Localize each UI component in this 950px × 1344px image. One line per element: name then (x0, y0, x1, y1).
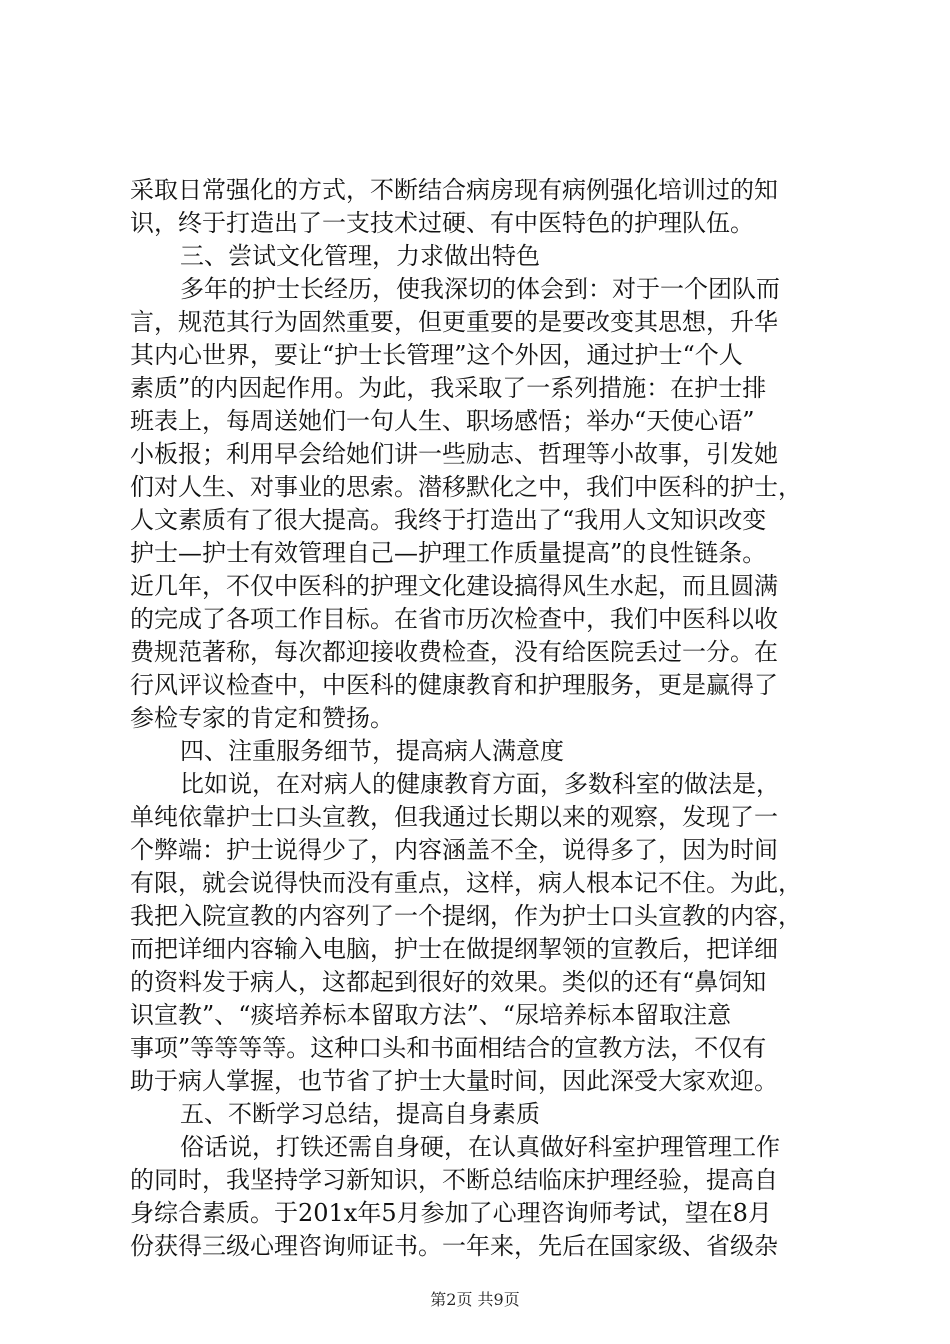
body-text-line: 我把入院宣教的内容列了一个提纲，作为护士口头宣教的内容， (130, 902, 802, 930)
body-text-line: 护士—护士有效管理自己—护理工作质量提高”的良性链条。 (130, 539, 767, 567)
body-text-line: 多年的护士长经历，使我深切的体会到：对于一个团队而 (180, 275, 780, 303)
body-text-line: 行风评议检查中，中医科的健康教育和护理服务，更是赢得了 (130, 671, 778, 699)
section-heading-4: 四、注重服务细节，提高病人满意度 (180, 737, 564, 765)
body-text-line: 其内心世界，要让“护士长管理”这个外因，通过护士“个人 (130, 341, 743, 369)
body-text-line: 个弊端：护士说得少了，内容涵盖不全，说得多了，因为时间 (130, 836, 778, 864)
body-text-line: 俗话说，打铁还需自身硬，在认真做好科室护理管理工作 (180, 1133, 780, 1161)
body-text-line: 素质”的内因起作用。为此，我采取了一系列措施：在护士排 (130, 374, 767, 402)
page-number-footer: 第2页 共9页 (430, 1290, 520, 1309)
body-text-line: 而把详细内容输入电脑，护士在做提纲挈领的宣教后，把详细 (130, 935, 778, 963)
body-text-line: 费规范著称，每次都迎接收费检查，没有给医院丢过一分。在 (130, 638, 778, 666)
section-heading-5: 五、不断学习总结，提高自身素质 (180, 1100, 540, 1128)
body-text-line: 近几年，不仅中医科的护理文化建设搞得风生水起，而且圆满 (130, 572, 778, 600)
body-text-line: 的资料发于病人，这都起到很好的效果。类似的还有“鼻饲知 (130, 968, 767, 996)
body-text-line: 份获得三级心理咨询师证书。一年来，先后在国家级、省级杂 (130, 1232, 778, 1260)
body-text-line: 的同时，我坚持学习新知识，不断总结临床护理经验，提高自 (130, 1166, 778, 1194)
body-text-line: 人文素质有了很大提高。我终于打造出了“我用人文知识改变 (130, 506, 767, 534)
body-text-line: 参检专家的肯定和赞扬。 (130, 704, 394, 732)
body-text-line: 的完成了各项工作目标。在省市历次检查中，我们中医科以收 (130, 605, 778, 633)
body-text-line: 言，规范其行为固然重要，但更重要的是要改变其思想，升华 (130, 308, 778, 336)
body-text-line: 身综合素质。于201x年5月参加了心理咨询师考试，望在8月 (130, 1199, 772, 1227)
section-heading-3: 三、尝试文化管理，力求做出特色 (180, 242, 540, 270)
body-text-line: 有限，就会说得快而没有重点，这样，病人根本记不住。为此， (130, 869, 802, 897)
body-text-line: 小板报；利用早会给她们讲一些励志、哲理等小故事，引发她 (130, 440, 778, 468)
body-text-line: 采取日常强化的方式，不断结合病房现有病例强化培训过的知 (130, 176, 778, 204)
body-text-line: 班表上，每周送她们一句人生、职场感悟；举办“天使心语” (130, 407, 755, 435)
body-text-line: 单纯依靠护士口头宣教，但我通过长期以来的观察，发现了一 (130, 803, 778, 831)
body-text-line: 助于病人掌握，也节省了护士大量时间，因此深受大家欢迎。 (130, 1067, 778, 1095)
body-text-line: 识，终于打造出了一支技术过硬、有中医特色的护理队伍。 (130, 209, 754, 237)
body-text-line: 识宣教”、“痰培养标本留取方法”、“尿培养标本留取注意 (130, 1001, 732, 1029)
body-text-line: 们对人生、对事业的思索。潜移默化之中，我们中医科的护士， (130, 473, 802, 501)
body-text-line: 事项”等等等等。这种口头和书面相结合的宣教方法，不仅有 (130, 1034, 767, 1062)
body-text-line: 比如说，在对病人的健康教育方面，多数科室的做法是， (180, 770, 780, 798)
